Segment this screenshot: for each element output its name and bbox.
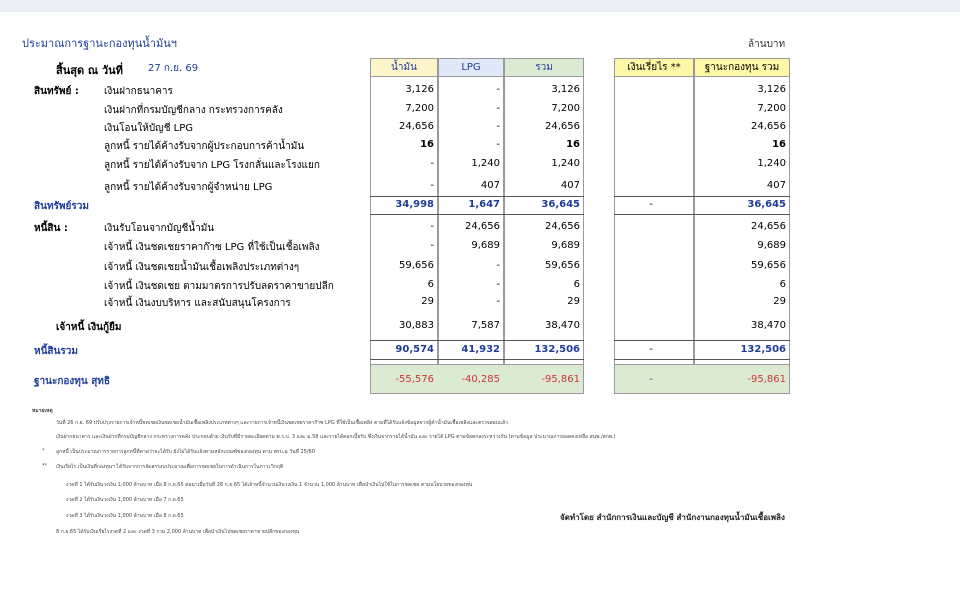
note-line: เงินฝากธนาคาร และเงินฝากที่กรมบัญชีกลาง กระทรวงการคลัง ประกอบด้วย เงินรับที่มีรายละเอียดตาม พ.ร.บ. 3 และ ม.58 และรายได้ดอกเบี้ยรับ ซึ่งเงินจากรายได้น้ำมัน และ รายได้ LPG ตามข้อตกลงระหว่างกัน (ตามข้อมูล ประมาณการยอดคงเหลือ สนพ./สกพ.) xyxy=(56,434,616,440)
table-row xyxy=(0,258,960,276)
table-row xyxy=(0,82,960,100)
row-label: ลูกหนี้ รายได้ค้างรับจากผู้ประกอบการค้าน้ำมัน xyxy=(104,141,305,152)
cell-oil: -55,576 xyxy=(395,374,434,385)
table-row xyxy=(0,178,960,196)
assets-section-label: สินทรัพย์ : xyxy=(34,86,79,97)
row-label: เงินฝากที่กรมบัญชีกลาง กระทรวงการคลัง xyxy=(104,105,283,116)
cell-oil: 29 xyxy=(421,296,434,307)
liabilities-total-under-right xyxy=(614,359,790,360)
cell-lpg: - xyxy=(496,139,500,150)
cell-fund: 407 xyxy=(766,180,786,191)
cell-fund: 132,506 xyxy=(740,344,786,355)
cell-oil: 3,126 xyxy=(405,84,434,95)
net-position-row xyxy=(0,372,960,390)
cell-oil: - xyxy=(430,158,434,169)
note-line: 8 ก.ย.65 ได้รับเงินเรี่ยไรงวดที่ 2 และ งวดที่ 3 รวม 2,000 ล้านบาท เพื่อนำเงินไปชดเชยราคาขายปลีกของกองทุน xyxy=(56,529,300,535)
cell-fund: 24,656 xyxy=(751,221,786,232)
cell-lpg: 1,647 xyxy=(468,199,500,210)
cell-borrow: - xyxy=(649,344,653,355)
loan-label: เจ้าหนี้ เงินกู้ยืม xyxy=(56,322,122,333)
cell-oil: - xyxy=(430,240,434,251)
unit-label: ล้านบาท xyxy=(748,39,786,50)
cell-fund: 38,470 xyxy=(751,320,786,331)
cell-fund: 1,240 xyxy=(757,158,786,169)
liabilities-total-label: หนี้สินรวม xyxy=(34,346,78,357)
cell-oil: 6 xyxy=(427,279,434,290)
assets-total-under-left xyxy=(370,214,584,215)
cell-lpg: - xyxy=(496,84,500,95)
cell-fund: 59,656 xyxy=(751,260,786,271)
cell-total: 24,656 xyxy=(545,121,580,132)
note-marker: ** xyxy=(42,463,47,469)
note-line: งวดที่ 2 ได้รับเงินวงเงิน 1,000 ล้านบาท เมื่อ 7 ก.ย.65 xyxy=(66,497,184,503)
col-header-borrow: เงินเรี่ยไร ** xyxy=(614,58,694,77)
assets-total-row xyxy=(0,197,960,215)
col-header-total: รวม xyxy=(504,58,584,77)
col-header-fund-total: ฐานะกองทุน รวม xyxy=(694,58,790,77)
cell-total: -95,861 xyxy=(541,374,580,385)
cell-lpg: 9,689 xyxy=(471,240,500,251)
cell-total: 38,470 xyxy=(545,320,580,331)
table-row xyxy=(0,156,960,174)
cell-lpg: 24,656 xyxy=(465,221,500,232)
col-header-lpg: LPG xyxy=(438,58,504,77)
cell-lpg: 1,240 xyxy=(471,158,500,169)
liabilities-total-rule-left xyxy=(370,340,584,341)
cell-total: 407 xyxy=(560,180,580,191)
as-of-label: สิ้นสุด ณ วันที่ xyxy=(56,64,123,77)
table-row xyxy=(0,119,960,137)
window-top-strip xyxy=(0,0,960,12)
table-row xyxy=(0,277,960,295)
cell-oil: 24,656 xyxy=(399,121,434,132)
liabilities-total-under-left xyxy=(370,359,584,360)
notes-heading: หมายเหตุ xyxy=(32,408,53,414)
cell-total: 1,240 xyxy=(551,158,580,169)
row-label: เงินโอนให้บัญชี LPG xyxy=(104,123,194,134)
cell-total: 9,689 xyxy=(551,240,580,251)
row-label: ลูกหนี้ รายได้ค้างรับจาก LPG โรงกลั่นและโรงแยก xyxy=(104,160,320,171)
cell-lpg: 41,932 xyxy=(461,344,500,355)
as-of-date: 27 ก.ย. 69 xyxy=(148,63,199,74)
table-row xyxy=(0,294,960,312)
cell-oil: 7,200 xyxy=(405,103,434,114)
cell-total: 132,506 xyxy=(534,344,580,355)
cell-oil: 90,574 xyxy=(395,344,434,355)
cell-total: 29 xyxy=(567,296,580,307)
row-label: เงินฝากธนาคาร xyxy=(104,86,173,97)
col-header-oil: น้ำมัน xyxy=(370,58,438,77)
cell-total: 59,656 xyxy=(545,260,580,271)
net-position-label: ฐานะกองทุน สุทธิ xyxy=(34,376,110,387)
cell-lpg: - xyxy=(496,296,500,307)
note-marker: * xyxy=(42,448,45,454)
note-line: วันที่ 26 ก.ย. 69 ปรับปรุงรายการเจ้าหนี้ชดเชยเงินชดเชยน้ำมันเชื้อเพลิงประเภทต่างๆ และรายการเจ้าหนี้เงินชดเชยราคาก๊าซ LPG ที่ใช้เป็นเชื้อเพลิง ตามที่ได้รับแจ้งข้อมูลจากผู้ค้าน้ำมันเชื้อเพลิงและตรวจสอบแล้ว xyxy=(56,420,508,426)
cell-oil: 59,656 xyxy=(399,260,434,271)
cell-total: 6 xyxy=(573,279,580,290)
cell-fund: 3,126 xyxy=(757,84,786,95)
note-line: งวดที่ 1 ได้รับเงินวงเงิน 1,000 ล้านบาท เมื่อ 8 ก.ย.65 ต่อมาเมื่อวันที่ 28 ก.ย.65 ได้เจ้าหนี้จำนวนเงินวงเงิน 1 จำนวน 1,000 ล้านบาท เพื่อนำเงินไปใช้ในการชดเชย ตามนโยบายของกองทุน xyxy=(66,482,473,488)
cell-fund: 24,656 xyxy=(751,121,786,132)
note-line: งวดที่ 3 ได้รับเงินวงเงิน 1,000 ล้านบาท เมื่อ 8 ก.ย.65 xyxy=(66,513,184,519)
cell-lpg: -40,285 xyxy=(461,374,500,385)
row-label: เจ้าหนี้ เงินชดเชย ตามมาตรการปรับลดราคาขายปลีก xyxy=(104,281,334,292)
cell-lpg: - xyxy=(496,260,500,271)
cell-fund: 36,645 xyxy=(747,199,786,210)
cell-fund: -95,861 xyxy=(747,374,786,385)
cell-fund: 16 xyxy=(772,139,786,150)
cell-total: 7,200 xyxy=(551,103,580,114)
table-row xyxy=(0,238,960,256)
liabilities-section-label: หนี้สิน : xyxy=(34,223,68,234)
cell-fund: 29 xyxy=(773,296,786,307)
cell-lpg: - xyxy=(496,279,500,290)
cell-total: 24,656 xyxy=(545,221,580,232)
cell-total: 16 xyxy=(566,139,580,150)
cell-lpg: 407 xyxy=(480,180,500,191)
cell-oil: - xyxy=(430,221,434,232)
liabilities-total-row xyxy=(0,342,960,360)
table-row xyxy=(0,137,960,155)
cell-fund: 6 xyxy=(779,279,786,290)
table-row xyxy=(0,219,960,237)
cell-oil: 16 xyxy=(420,139,434,150)
cell-oil: 30,883 xyxy=(399,320,434,331)
note-line: เงินเรี่ยไร เป็นเงินที่กองทุนฯ ได้รับจากการจัดสรรงบประมาณเพื่อการชดเชยในการดำเนินการในภาวะวิกฤติ xyxy=(56,464,284,470)
cell-total: 3,126 xyxy=(551,84,580,95)
report-title: ประมาณการฐานะกองทุนน้ำมันฯ xyxy=(22,37,177,50)
cell-lpg: - xyxy=(496,121,500,132)
loan-row xyxy=(0,318,960,336)
row-label: เจ้าหนี้ เงินชดเชยน้ำมันเชื้อเพลิงประเภทต่างๆ xyxy=(104,262,300,273)
cell-borrow: - xyxy=(649,374,653,385)
assets-total-under-right xyxy=(614,214,790,215)
cell-lpg: 7,587 xyxy=(471,320,500,331)
cell-lpg: - xyxy=(496,103,500,114)
cell-fund: 9,689 xyxy=(757,240,786,251)
note-line: ลูกหนี้ เป็นประมาณการรายการลูกหนี้ที่คาดว่าจะได้รับ ยังไม่ได้รับแจ้งตามหลักเกณฑ์ของกองทุน ตาม พรบ.ฉ วันที่ 25/60 xyxy=(56,449,315,455)
assets-total-label: สินทรัพย์รวม xyxy=(34,201,89,212)
row-label: เงินรับโอนจากบัญชีน้ำมัน xyxy=(104,223,215,234)
prepared-by: จัดทำโดย สำนักการเงินและบัญชี สำนักงานกองทุนน้ำมันเชื้อเพลิง xyxy=(560,513,785,522)
row-label: ลูกหนี้ รายได้ค้างรับจากผู้จำหน่าย LPG xyxy=(104,182,273,193)
cell-borrow: - xyxy=(649,199,653,210)
cell-total: 36,645 xyxy=(541,199,580,210)
cell-oil: 34,998 xyxy=(395,199,434,210)
liabilities-total-rule-right xyxy=(614,340,790,341)
row-label: เจ้าหนี้ เงินชดเชยราคาก๊าซ LPG ที่ใช้เป็นเชื้อเพลิง xyxy=(104,242,320,253)
cell-oil: - xyxy=(430,180,434,191)
table-row xyxy=(0,101,960,119)
cell-fund: 7,200 xyxy=(757,103,786,114)
row-label: เจ้าหนี้ เงินงบบริหาร และสนับสนุนโครงการ xyxy=(104,298,291,309)
